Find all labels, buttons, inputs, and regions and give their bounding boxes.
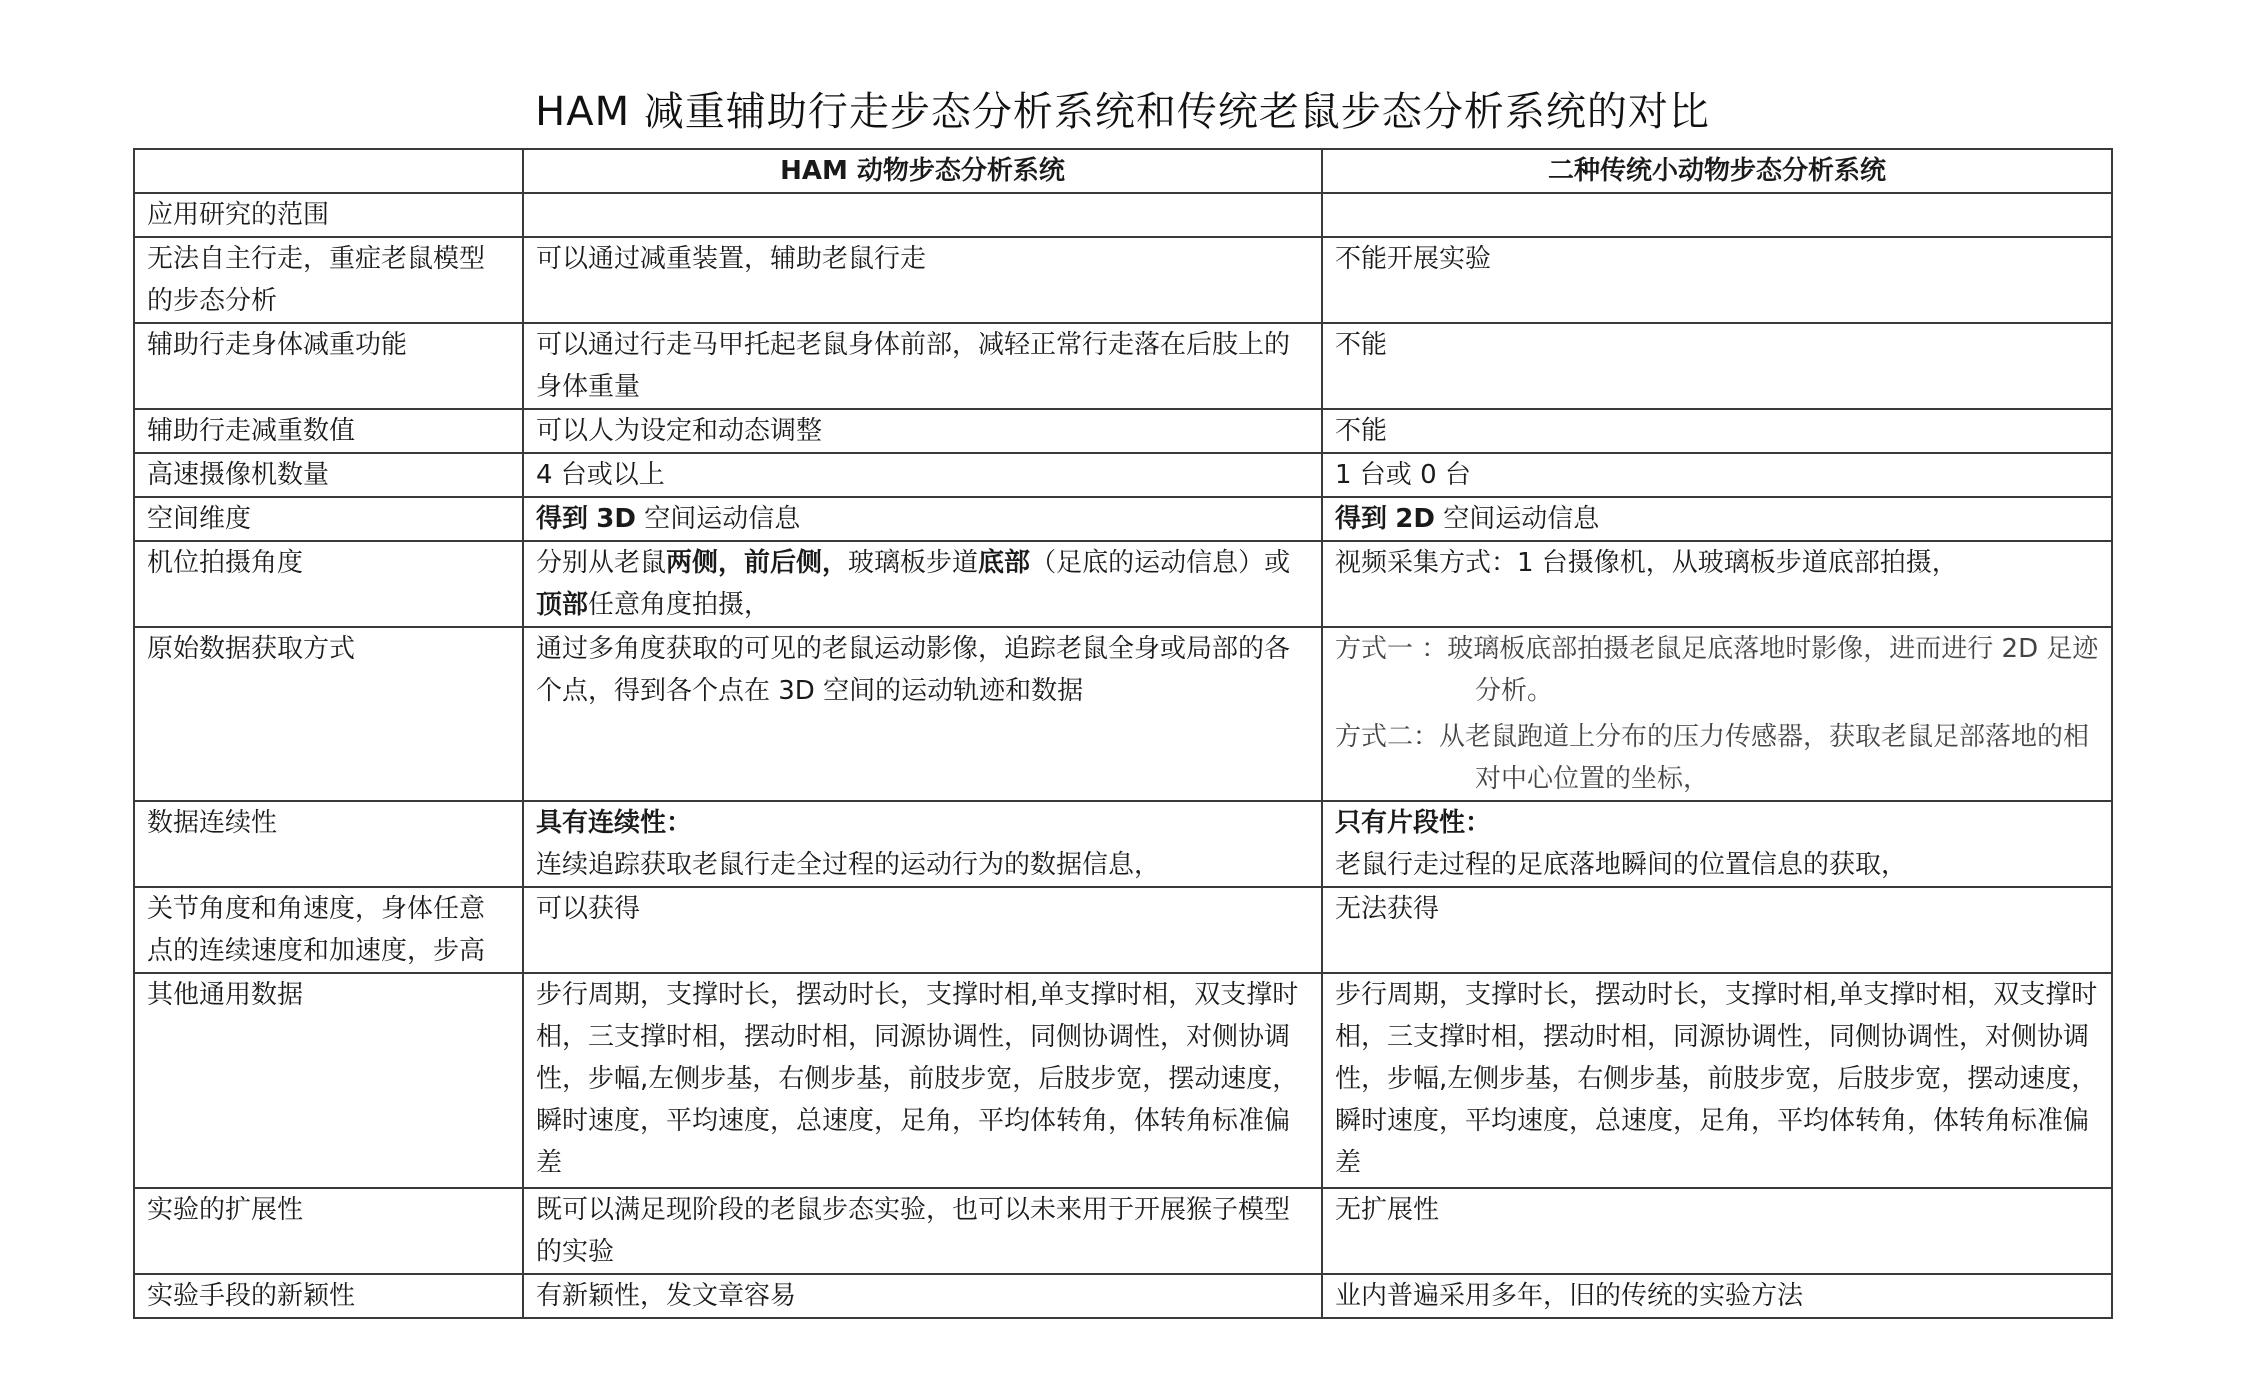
table-row — [134, 1188, 2112, 1274]
method-two: 方式二：从老鼠跑道上分布的压力传感器，获取老鼠足部落地的相对中心位置的坐标， — [1335, 722, 2090, 794]
table-row — [134, 541, 2112, 627]
document-title: HAM 减重辅助行走步态分析系统和传统老鼠步态分析系统的对比 — [535, 89, 1710, 135]
traditional-cell — [1322, 627, 2112, 801]
table-row — [134, 409, 2112, 453]
traditional-cell: 不能开展实验 — [1322, 237, 2112, 323]
row-label: 无法自主行走，重症老鼠模型的步态分析 — [134, 237, 523, 323]
traditional-cell — [1322, 801, 2112, 887]
angle-text: （足底的运动信息）或 — [1030, 548, 1291, 578]
continuity-text: 老鼠行走过程的足底落地瞬间的位置信息的获取， — [1335, 850, 1908, 880]
continuity-heading: 只有片段性： — [1335, 808, 1492, 838]
traditional-cell: 视频采集方式：1 台摄像机，从玻璃板步道底部拍摄， — [1322, 541, 2112, 627]
space-suffix: 空间运动信息 — [644, 504, 801, 534]
row-label: 机位拍摄角度 — [134, 541, 523, 627]
comparison-table — [133, 148, 2113, 1319]
ham-cell: 可以通过减重装置，辅助老鼠行走 — [523, 237, 1322, 323]
method-one: 方式一 ：玻璃板底部拍摄老鼠足底落地时影像，进而进行 2D 足迹分析。 — [1335, 634, 2099, 706]
ham-cell: 可以人为设定和动态调整 — [523, 409, 1322, 453]
traditional-cell — [1322, 193, 2112, 237]
ham-cell: 可以获得 — [523, 887, 1322, 973]
space-prefix: 得到 — [536, 504, 589, 534]
space-dimension: 2D — [1395, 504, 1435, 534]
angle-text: 玻璃板步道 — [848, 548, 979, 578]
angle-text: 分别从老鼠 — [536, 548, 667, 578]
continuity-heading: 具有连续性： — [536, 808, 693, 838]
ham-cell — [523, 541, 1322, 627]
ham-cell: 可以通过行走马甲托起老鼠身体前部，减轻正常行走落在后肢上的身体重量 — [523, 323, 1322, 409]
ham-cell — [523, 497, 1322, 541]
row-label: 实验的扩展性 — [134, 1188, 523, 1274]
table-row — [134, 801, 2112, 887]
row-label: 空间维度 — [134, 497, 523, 541]
table-row — [134, 237, 2112, 323]
row-label: 辅助行走减重数值 — [134, 409, 523, 453]
ham-cell — [523, 193, 1322, 237]
table-header-row — [134, 149, 2112, 193]
space-dimension: 3D — [596, 504, 636, 534]
row-label: 辅助行走身体减重功能 — [134, 323, 523, 409]
traditional-cell: 无法获得 — [1322, 887, 2112, 973]
traditional-cell: 1 台或 0 台 — [1322, 453, 2112, 497]
ham-cell — [523, 801, 1322, 887]
traditional-cell — [1322, 497, 2112, 541]
header-cell-empty — [134, 149, 523, 193]
row-label: 高速摄像机数量 — [134, 453, 523, 497]
table-row — [134, 497, 2112, 541]
angle-emphasis: 顶部 — [536, 590, 589, 620]
traditional-cell: 步行周期，支撑时长，摆动时长，支撑时相,单支撑时相，双支撑时相，三支撑时相，摆动时相，同源协调性，同侧协调性，对侧协调性，步幅,左侧步基，右侧步基，前肢步宽，后肢步宽，摆动速度，瞬时速度，平均速度，总速度，足角，平均体转角，体转角标准偏差 — [1322, 973, 2112, 1188]
row-label: 其他通用数据 — [134, 973, 523, 1188]
traditional-cell: 不能 — [1322, 323, 2112, 409]
space-suffix: 空间运动信息 — [1443, 504, 1600, 534]
ham-cell: 通过多角度获取的可见的老鼠运动影像，追踪老鼠全身或局部的各个点，得到各个点在 3D 空间的运动轨迹和数据 — [523, 627, 1322, 801]
ham-cell: 既可以满足现阶段的老鼠步态实验，也可以未来用于开展猴子模型的实验 — [523, 1188, 1322, 1274]
ham-cell: 4 台或以上 — [523, 453, 1322, 497]
table-row — [134, 973, 2112, 1188]
table-row — [134, 193, 2112, 237]
row-label: 数据连续性 — [134, 801, 523, 887]
row-label: 实验手段的新颖性 — [134, 1274, 523, 1318]
space-prefix: 得到 — [1335, 504, 1388, 534]
traditional-cell: 业内普遍采用多年，旧的传统的实验方法 — [1322, 1274, 2112, 1318]
angle-text: 任意角度拍摄， — [588, 590, 771, 620]
row-label: 关节角度和角速度，身体任意点的连续速度和加速度，步高 — [134, 887, 523, 973]
row-label: 应用研究的范围 — [134, 193, 523, 237]
angle-emphasis: 底部 — [978, 548, 1031, 578]
traditional-cell: 无扩展性 — [1322, 1188, 2112, 1274]
traditional-cell: 不能 — [1322, 409, 2112, 453]
table-row — [134, 1274, 2112, 1318]
header-cell-ham: HAM 动物步态分析系统 — [523, 149, 1322, 193]
header-cell-traditional: 二种传统小动物步态分析系统 — [1322, 149, 2112, 193]
row-label: 原始数据获取方式 — [134, 627, 523, 801]
angle-emphasis: 两侧，前后侧， — [666, 548, 849, 578]
table-row — [134, 323, 2112, 409]
continuity-text: 连续追踪获取老鼠行走全过程的运动行为的数据信息， — [536, 850, 1161, 880]
ham-cell: 有新颖性，发文章容易 — [523, 1274, 1322, 1318]
table-row — [134, 887, 2112, 973]
ham-cell: 步行周期，支撑时长，摆动时长，支撑时相,单支撑时相，双支撑时相，三支撑时相，摆动时相，同源协调性，同侧协调性，对侧协调性，步幅,左侧步基，右侧步基，前肢步宽，后肢步宽，摆动速度，瞬时速度，平均速度，总速度，足角，平均体转角，体转角标准偏差 — [523, 973, 1322, 1188]
table-row — [134, 627, 2112, 801]
table-row — [134, 453, 2112, 497]
